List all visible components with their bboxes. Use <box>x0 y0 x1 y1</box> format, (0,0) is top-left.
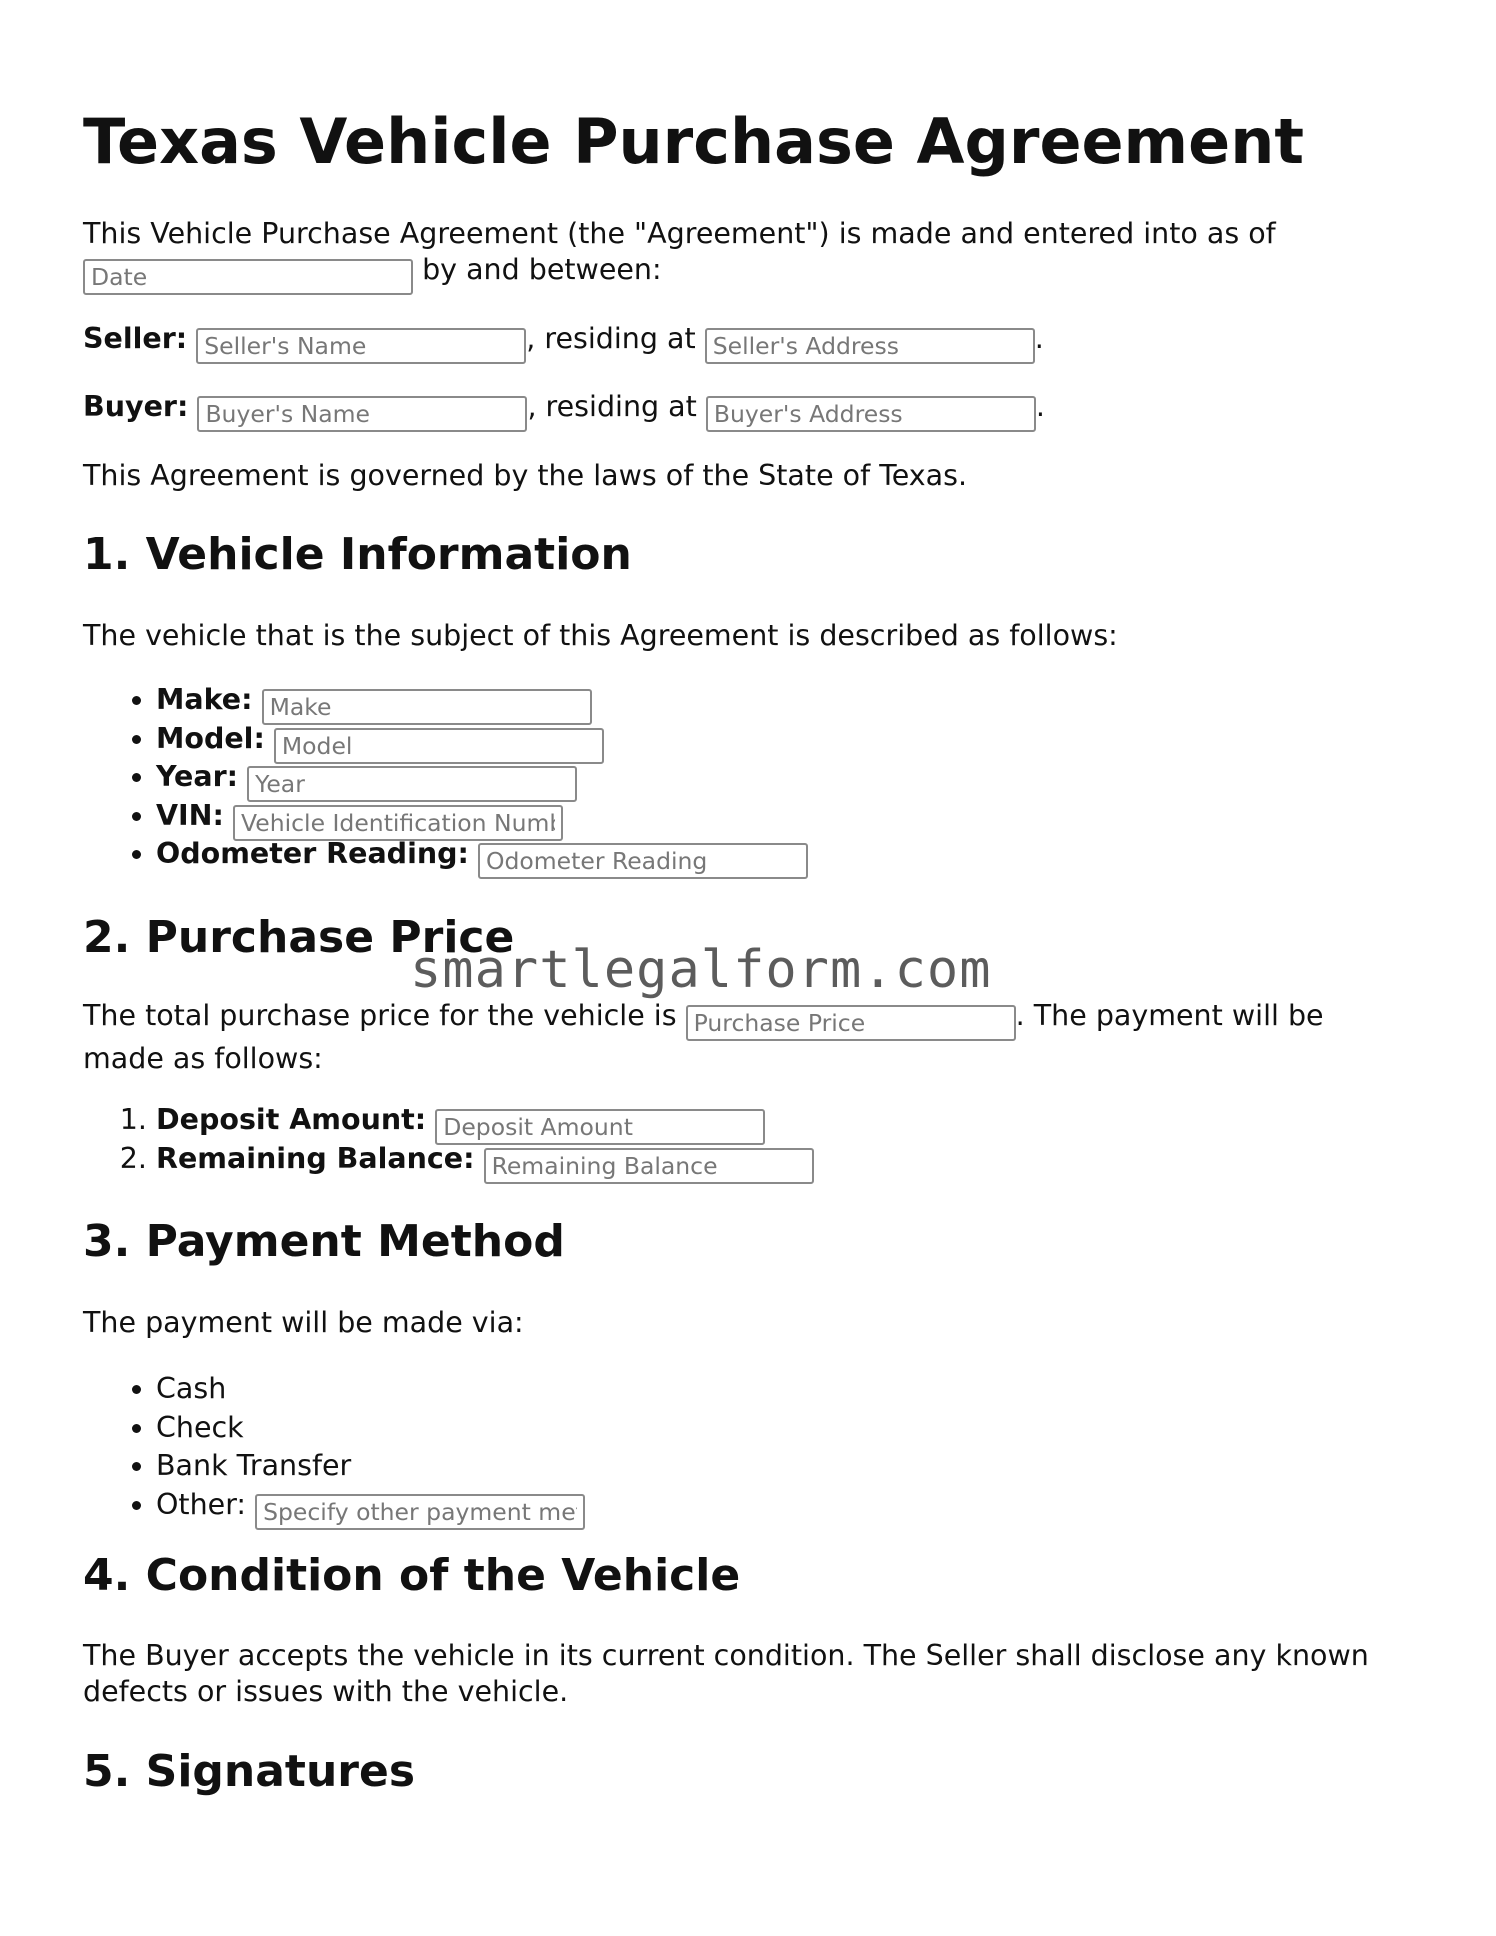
purchase-price-text-before: The total purchase price for the vehicle is <box>83 999 677 1032</box>
payment-option-bank-transfer: Bank Transfer <box>156 1449 352 1482</box>
payment-option-cash: Cash <box>156 1372 227 1405</box>
list-item <box>156 1370 585 1409</box>
intro-after-date: by and between: <box>422 253 662 286</box>
seller-name-input[interactable] <box>196 328 526 364</box>
governing-law-text: This Agreement is governed by the laws of the State of Texas. <box>83 459 968 492</box>
payment-schedule-list <box>83 1101 814 1178</box>
section-purchase-price-heading: 2. Purchase Price <box>83 912 515 963</box>
list-item <box>156 681 808 720</box>
seller-line-end: . <box>1034 322 1044 355</box>
buyer-name-input[interactable] <box>197 396 527 432</box>
watermark: smartlegalform.com <box>410 940 992 1000</box>
deposit-amount-label: Deposit Amount: <box>156 1103 427 1136</box>
seller-label: Seller: <box>83 322 188 355</box>
section-payment-method-heading: 3. Payment Method <box>83 1216 565 1267</box>
purchase-price-input[interactable] <box>686 1005 1016 1041</box>
list-item <box>156 1447 585 1486</box>
make-label: Make: <box>156 683 253 716</box>
buyer-address-input[interactable] <box>706 396 1036 432</box>
buyer-label: Buyer: <box>83 390 189 423</box>
purchase-price-text-after: . The payment will be made as follows: <box>83 999 1324 1075</box>
seller-line <box>83 320 1044 364</box>
intro-text: This Vehicle Purchase Agreement (the "Agreement") is made and entered into as of <box>83 217 1276 250</box>
seller-address-input[interactable] <box>705 328 1035 364</box>
list-item <box>156 720 808 759</box>
other-payment-method-input[interactable] <box>255 1494 585 1530</box>
list-item <box>156 797 808 836</box>
buyer-line-end: . <box>1035 390 1045 423</box>
vehicle-info-text: The vehicle that is the subject of this Agreement is described as follows: <box>83 619 1118 652</box>
date-input[interactable] <box>83 259 413 295</box>
odometer-input[interactable] <box>478 843 808 879</box>
list-item <box>156 758 808 797</box>
seller-residing-text: , residing at <box>526 322 696 355</box>
vehicle-fields-list <box>83 681 808 874</box>
remaining-balance-input[interactable] <box>484 1148 814 1184</box>
intro-paragraph <box>83 216 1413 295</box>
list-item <box>156 1101 814 1140</box>
list-item <box>156 1140 814 1179</box>
section-signatures-heading: 5. Signatures <box>83 1746 416 1797</box>
list-item <box>156 1409 585 1448</box>
payment-option-other-label: Other: <box>156 1487 247 1521</box>
list-item <box>156 835 808 874</box>
buyer-residing-text: , residing at <box>527 390 697 423</box>
payment-method-text: The payment will be made via: <box>83 1306 524 1339</box>
list-item <box>156 1486 585 1525</box>
section-vehicle-info-heading: 1. Vehicle Information <box>83 529 632 580</box>
remaining-balance-label: Remaining Balance: <box>156 1141 475 1175</box>
page-title: Texas Vehicle Purchase Agreement <box>83 105 1304 178</box>
year-label: Year: <box>156 760 239 793</box>
payment-option-check: Check <box>156 1410 244 1444</box>
section-condition-heading: 4. Condition of the Vehicle <box>83 1550 741 1601</box>
purchase-price-paragraph <box>83 998 1413 1077</box>
payment-method-list <box>83 1370 585 1524</box>
model-label: Model: <box>156 721 265 755</box>
vin-label: VIN: <box>156 798 224 832</box>
odometer-label: Odometer Reading: <box>156 837 469 870</box>
buyer-line <box>83 388 1045 432</box>
condition-text: The Buyer accepts the vehicle in its current condition. The Seller shall disclose any known defects or issues with the vehicle. <box>83 1639 1369 1708</box>
